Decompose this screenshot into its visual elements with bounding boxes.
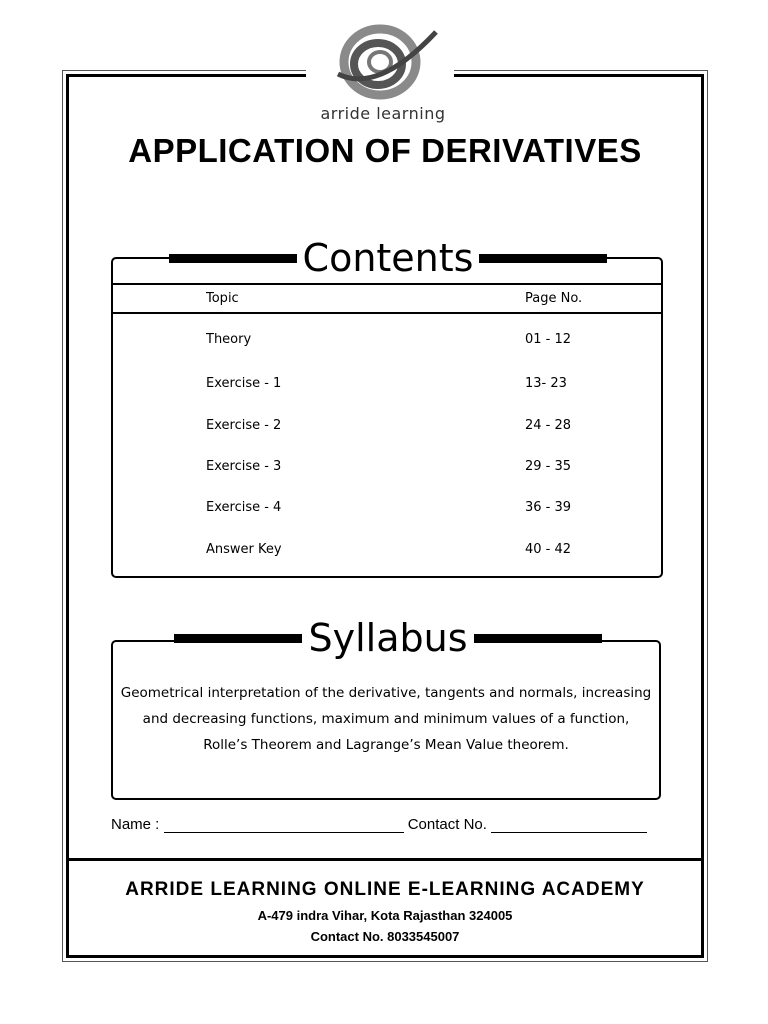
column-header-topic: Topic bbox=[206, 291, 239, 306]
contents-heading-wrap bbox=[160, 238, 616, 278]
academy-name: ARRIDE LEARNING ONLINE E-LEARNING ACADEMY bbox=[125, 879, 645, 900]
contents-header-rule bbox=[113, 312, 661, 314]
contents-top-rule bbox=[113, 283, 661, 285]
contents-row-page: 40 - 42 bbox=[525, 542, 572, 557]
footer-divider bbox=[66, 858, 704, 861]
document-title: APPLICATION OF DERIVATIVES bbox=[128, 132, 642, 169]
academy-contact: Contact No. 8033545007 bbox=[310, 929, 460, 944]
contents-row-topic: Exercise - 2 bbox=[206, 418, 282, 433]
syllabus-heading: Syllabus bbox=[302, 618, 473, 658]
contents-row-topic: Theory bbox=[206, 332, 252, 347]
syllabus-text bbox=[114, 680, 658, 758]
brand-logo bbox=[318, 22, 448, 132]
heading-bar-right bbox=[479, 254, 607, 263]
contents-row-topic: Exercise - 4 bbox=[206, 500, 282, 515]
heading-bar-right bbox=[474, 634, 602, 643]
heading-bar-left bbox=[169, 254, 297, 263]
syllabus-heading-wrap bbox=[160, 618, 616, 658]
swirl-logo-icon bbox=[328, 22, 438, 102]
syllabus-line: and decreasing functions, maximum and minimum values of a function, bbox=[142, 711, 630, 727]
syllabus-line: Rolle’s Theorem and Lagrange’s Mean Value theorem. bbox=[203, 737, 569, 753]
contents-row-topic: Exercise - 3 bbox=[206, 459, 282, 474]
name-label: Name : bbox=[111, 816, 160, 833]
contents-row-topic: Exercise - 1 bbox=[206, 376, 282, 391]
brand-name: arride learning bbox=[320, 104, 446, 123]
name-contact-row bbox=[111, 816, 647, 833]
name-field[interactable] bbox=[164, 818, 404, 833]
heading-bar-left bbox=[174, 634, 302, 643]
contents-row-page: 29 - 35 bbox=[525, 459, 572, 474]
contents-row-page: 01 - 12 bbox=[525, 332, 572, 347]
syllabus-line: Geometrical interpretation of the derivative, tangents and normals, increasing bbox=[120, 685, 652, 701]
contents-row-page: 13- 23 bbox=[525, 376, 567, 391]
contents-row-topic: Answer Key bbox=[206, 542, 282, 557]
column-header-page: Page No. bbox=[525, 291, 583, 306]
contact-field[interactable] bbox=[491, 818, 647, 833]
contents-row-page: 36 - 39 bbox=[525, 500, 572, 515]
contact-label: Contact No. bbox=[407, 816, 487, 833]
contents-heading: Contents bbox=[297, 238, 480, 278]
academy-address: A-479 indra Vihar, Kota Rajasthan 324005 bbox=[257, 908, 513, 923]
contents-row-page: 24 - 28 bbox=[525, 418, 572, 433]
